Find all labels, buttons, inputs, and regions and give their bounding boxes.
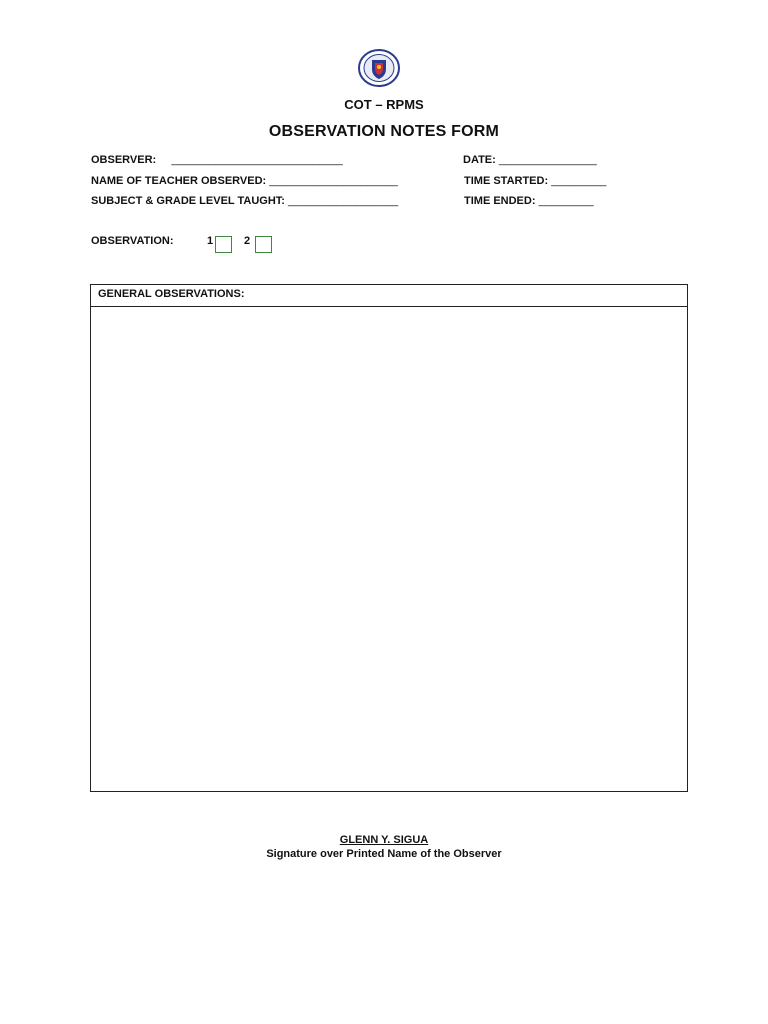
observer-line[interactable]: ____________________________ [171,154,343,166]
form-title: OBSERVATION NOTES FORM [268,123,500,140]
observation-checkbox-1[interactable] [215,236,232,253]
observation-label: OBSERVATION: [91,235,174,247]
observation-checkbox-2[interactable] [255,236,272,253]
observation-option-1-label: 1 [207,235,214,247]
teacher-field [91,175,398,187]
time-started-field [464,175,606,187]
observer-field [91,154,343,166]
time-started-label: TIME STARTED: [464,175,549,187]
signature-caption: Signature over Printed Name of the Observer [266,848,502,860]
time-ended-label: TIME ENDED: [464,195,536,207]
deped-seal-icon [357,49,401,87]
teacher-line[interactable]: _____________________ [269,175,398,187]
general-observations-header: GENERAL OBSERVATIONS: [91,285,687,307]
date-field [463,154,597,166]
subject-line[interactable]: __________________ [288,195,399,207]
general-observations-box [90,284,688,792]
time-started-line[interactable]: _________ [551,175,607,187]
signature-name: GLENN Y. SIGUA [339,834,429,846]
time-ended-line[interactable]: _________ [538,195,594,207]
observation-option-2-label: 2 [244,235,251,247]
observer-label: OBSERVER: [91,154,157,166]
general-observations-area[interactable] [91,307,687,792]
time-ended-field [464,195,594,207]
date-line[interactable]: ________________ [498,154,597,166]
subject-label: SUBJECT & GRADE LEVEL TAUGHT: [91,195,285,207]
form-subtitle: COT – RPMS [344,97,424,112]
teacher-label: NAME OF TEACHER OBSERVED: [91,175,267,187]
subject-field [91,195,398,207]
date-label: DATE: [463,154,496,166]
